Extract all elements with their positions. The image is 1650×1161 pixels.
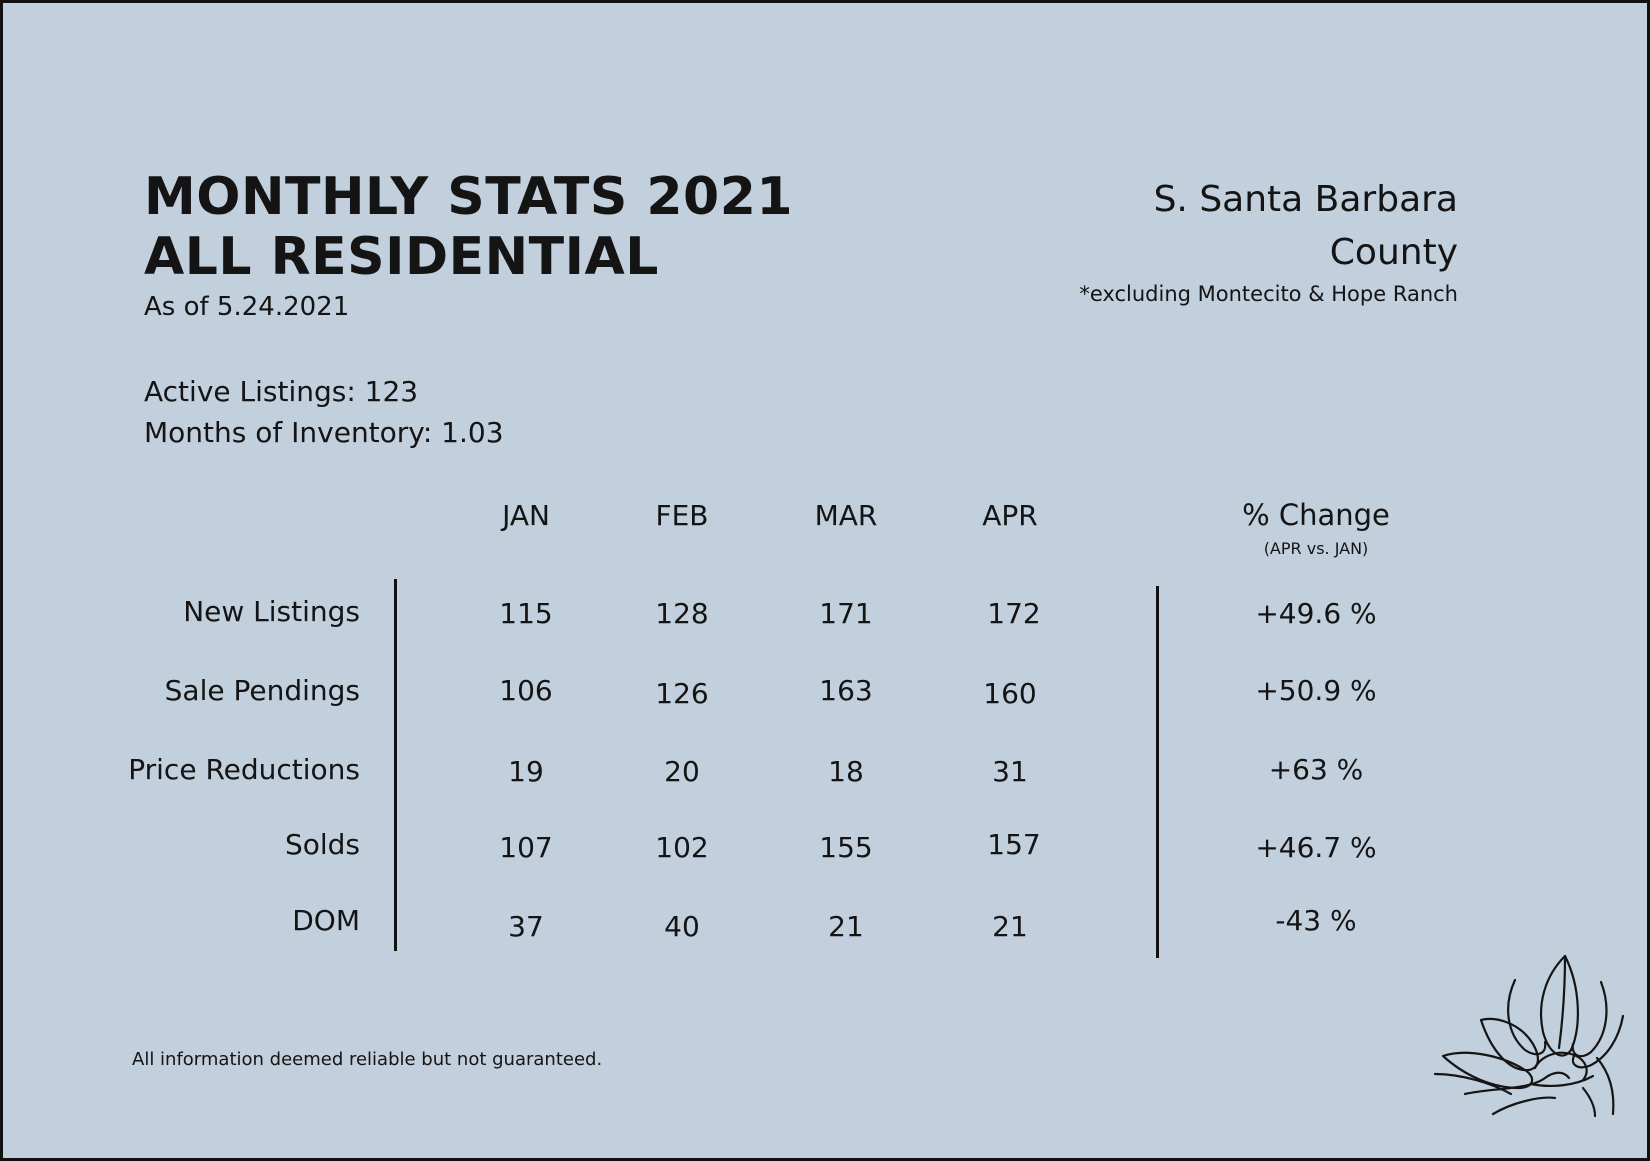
region-name-line2: County	[1329, 232, 1458, 273]
cell-solds-jan: 107	[499, 831, 553, 864]
region-exclusion-note: *excluding Montecito & Hope Ranch	[1079, 282, 1458, 306]
row-label-dom: DOM	[292, 904, 360, 937]
cell-sale-pendings-jan: 106	[499, 674, 553, 707]
cell-price-reductions-jan: 19	[508, 755, 544, 788]
change-new-listings: +49.6 %	[1255, 597, 1377, 630]
month-header-mar: MAR	[814, 499, 878, 532]
cell-sale-pendings-apr: 160	[983, 677, 1037, 710]
cell-solds-mar: 155	[819, 831, 873, 864]
change-column-divider	[1156, 586, 1159, 958]
row-label-new-listings: New Listings	[183, 595, 360, 628]
cell-dom-jan: 37	[508, 910, 544, 943]
change-subheader: (APR vs. JAN)	[1263, 539, 1369, 558]
change-sale-pendings: +50.9 %	[1255, 674, 1377, 707]
row-label-solds: Solds	[284, 828, 360, 861]
change-dom: -43 %	[1275, 904, 1357, 937]
cell-new-listings-apr: 172	[987, 597, 1041, 630]
change-header: % Change	[1242, 498, 1390, 532]
page-title-line2: ALL RESIDENTIAL	[144, 227, 659, 287]
row-label-sale-pendings: Sale Pendings	[164, 674, 360, 707]
cell-price-reductions-feb: 20	[664, 755, 700, 788]
row-label-price-reductions: Price Reductions	[128, 753, 360, 786]
change-solds: +46.7 %	[1255, 831, 1377, 864]
cell-dom-apr: 21	[992, 910, 1028, 943]
cell-solds-apr: 157	[987, 828, 1041, 861]
cell-new-listings-jan: 115	[499, 597, 553, 630]
month-header-jan: JAN	[502, 499, 550, 532]
region-name-line1: S. Santa Barbara	[1153, 179, 1458, 220]
as-of-date: As of 5.24.2021	[144, 292, 350, 322]
cell-dom-feb: 40	[664, 910, 700, 943]
cell-price-reductions-apr: 31	[992, 755, 1028, 788]
lotus-flower-icon	[1433, 938, 1633, 1118]
page-title-line1: MONTHLY STATS 2021	[144, 167, 794, 227]
change-price-reductions: +63 %	[1268, 753, 1364, 786]
cell-solds-feb: 102	[655, 831, 709, 864]
cell-dom-mar: 21	[828, 910, 864, 943]
cell-price-reductions-mar: 18	[828, 755, 864, 788]
active-listings: Active Listings: 123	[144, 375, 419, 408]
disclaimer: All information deemed reliable but not guaranteed.	[132, 1049, 603, 1070]
cell-new-listings-feb: 128	[655, 597, 709, 630]
cell-sale-pendings-feb: 126	[655, 677, 709, 710]
cell-sale-pendings-mar: 163	[819, 674, 873, 707]
row-label-divider	[394, 579, 397, 951]
months-of-inventory: Months of Inventory: 1.03	[144, 416, 504, 449]
month-header-feb: FEB	[655, 499, 709, 532]
cell-new-listings-mar: 171	[819, 597, 873, 630]
month-header-apr: APR	[982, 499, 1038, 532]
